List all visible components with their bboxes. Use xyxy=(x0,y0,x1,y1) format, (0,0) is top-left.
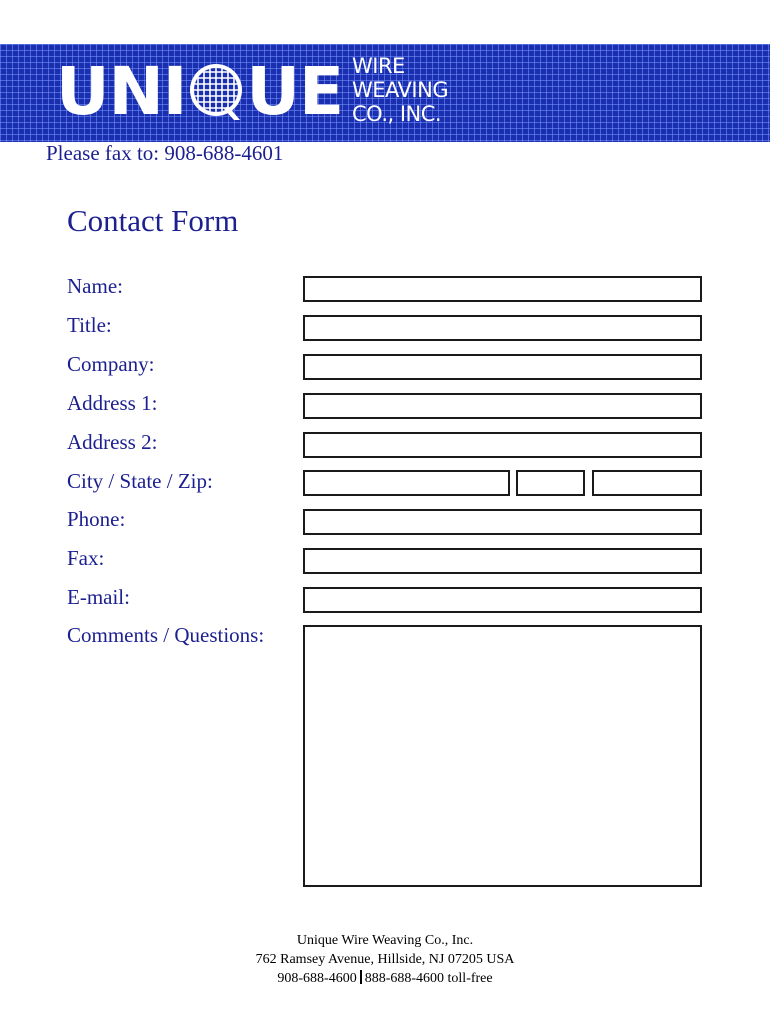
name-field[interactable] xyxy=(303,276,702,302)
state-field[interactable] xyxy=(516,470,585,496)
footer-tollfree: 888-688-4600 toll-free xyxy=(364,971,493,986)
footer-separator xyxy=(360,970,362,984)
address2-label: Address 2: xyxy=(67,430,158,454)
footer-address-block xyxy=(0,931,770,988)
footer-address: 762 Ramsey Avenue, Hillside, NJ 07205 USA xyxy=(255,952,515,967)
logo-line-wire: WIRE xyxy=(352,54,405,78)
wire-mesh-globe-icon xyxy=(188,60,244,124)
address2-field[interactable] xyxy=(303,432,702,458)
city-state-zip-label: City / State / Zip: xyxy=(67,469,213,493)
email-label: E-mail: xyxy=(67,585,130,609)
footer-phone: 908-688-4600 xyxy=(277,971,357,986)
logo-word-right: UE xyxy=(246,53,344,130)
title-label: Title: xyxy=(67,313,112,337)
logo-line-company: CO., INC. xyxy=(352,102,442,126)
address1-label: Address 1: xyxy=(67,391,158,415)
email-field[interactable] xyxy=(303,587,702,613)
name-label: Name: xyxy=(67,274,123,298)
footer-phones xyxy=(0,969,770,988)
logo-word-left: UNI xyxy=(56,53,187,130)
company-logo xyxy=(56,52,343,132)
comments-field[interactable] xyxy=(303,625,702,887)
phone-label: Phone: xyxy=(67,507,126,531)
zip-field[interactable] xyxy=(592,470,702,496)
company-field[interactable] xyxy=(303,354,702,380)
footer-company: Unique Wire Weaving Co., Inc. xyxy=(296,933,474,948)
phone-field[interactable] xyxy=(303,509,702,535)
fax-instruction: Please fax to: 908-688-4601 xyxy=(46,141,284,165)
city-field[interactable] xyxy=(303,470,510,496)
address1-field[interactable] xyxy=(303,393,702,419)
logo-subtitle xyxy=(352,54,448,126)
page-title: Contact Form xyxy=(67,203,239,238)
comments-label: Comments / Questions: xyxy=(67,623,265,647)
fax-label: Fax: xyxy=(67,546,105,570)
logo-line-weaving: WEAVING xyxy=(352,78,449,102)
title-field[interactable] xyxy=(303,315,702,341)
header-banner xyxy=(0,44,770,142)
company-label: Company: xyxy=(67,352,155,376)
fax-field[interactable] xyxy=(303,548,702,574)
